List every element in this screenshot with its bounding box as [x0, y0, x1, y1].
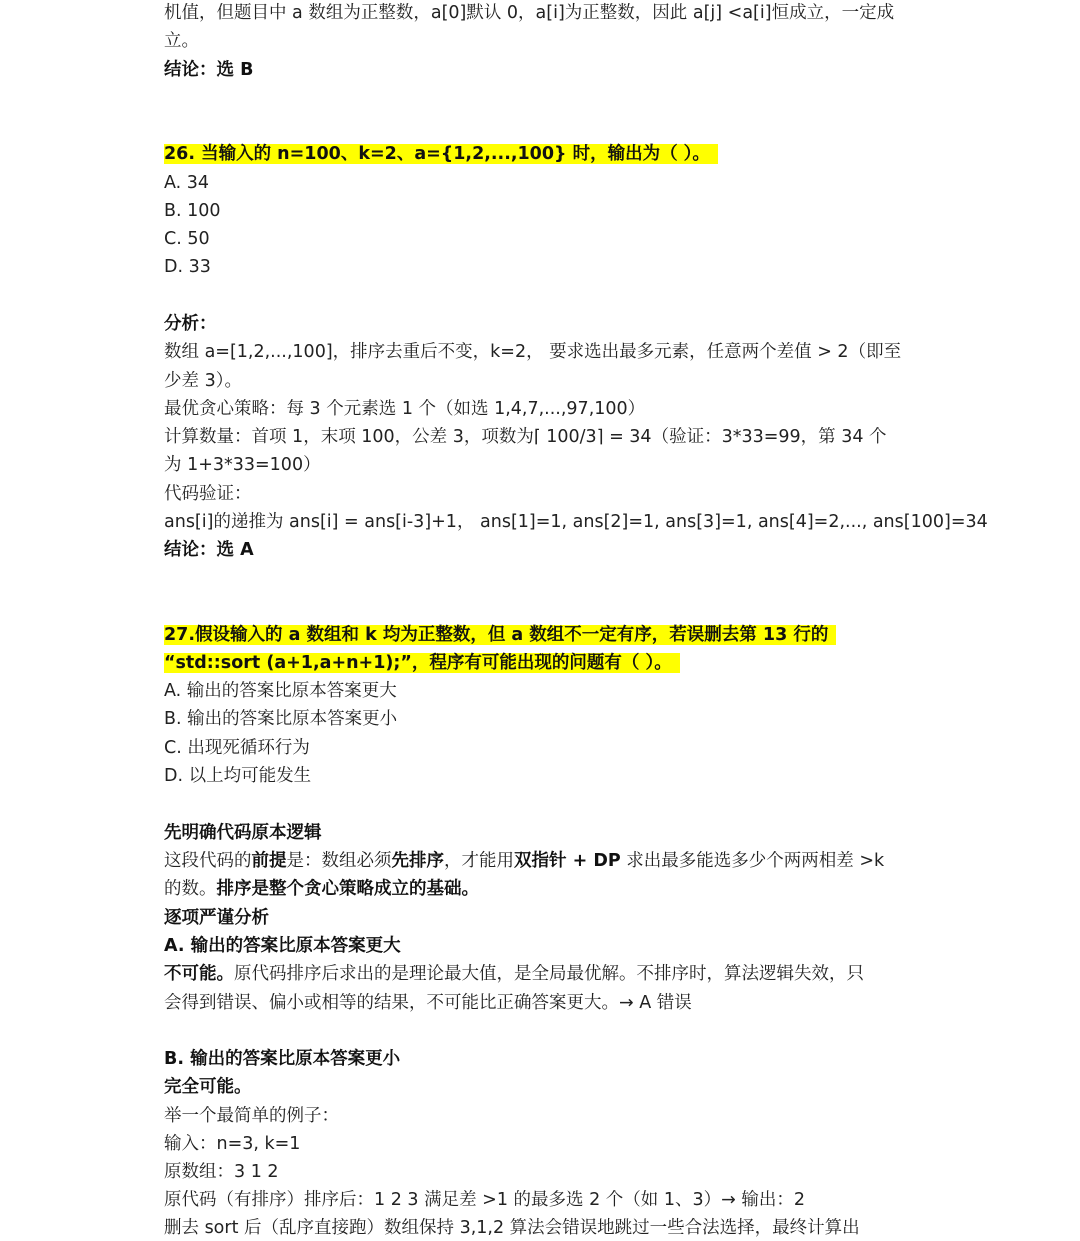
analysis-title: 分析：	[164, 314, 217, 334]
item-b-verdict: 完全可能。	[164, 1077, 252, 1097]
option-d: D. 33	[164, 257, 211, 277]
question-27-line2	[164, 650, 680, 676]
option-b: B. 输出的答案比原本答案更小	[164, 709, 398, 729]
paragraph-line: 举一个最简单的例子：	[164, 1106, 339, 1126]
analysis-line: 计算数量：首项 1，末项 100，公差 3，项数为⌈ 100/3⌉ = 34（验证：3*33=99，第 34 个	[164, 427, 887, 447]
analysis-line: 数组 a=[1,2,...,100]，排序去重后不变，k=2， 要求选出最多元素，任意两个差值 > 2（即至	[164, 342, 902, 362]
analysis-line: 代码验证：	[164, 484, 252, 504]
text-run-bold: 先排序	[391, 851, 444, 871]
text-run-bold: 排序是整个贪心策略成立的基础。	[216, 879, 479, 899]
paragraph-line	[164, 961, 864, 987]
text-run-bold: 双指针 + DP	[514, 851, 621, 871]
option-b: B. 100	[164, 201, 221, 221]
text-run: 这段代码的	[164, 851, 252, 871]
paragraph-line: 删去 sort 后（乱序直接跑）数组保持 3,1,2 算法会错误地跳过一些合法选择，最终计算出	[164, 1218, 860, 1238]
option-c: C. 50	[164, 229, 210, 249]
text-run: 的数。	[164, 879, 217, 899]
question-27-line1	[164, 622, 836, 648]
text-run: 原代码排序后求出的是理论最大值，是全局最优解。不排序时，算法逻辑失效，只	[234, 964, 864, 984]
option-a: A. 输出的答案比原本答案更大	[164, 681, 397, 701]
conclusion-26: 结论：选 A	[164, 540, 254, 560]
paragraph-line: 输入：n=3, k=1	[164, 1134, 301, 1154]
text-run: 求出最多能选多少个两两相差 >k	[620, 851, 885, 871]
text-run: ，才能用	[444, 851, 514, 871]
section-title: 先明确代码原本逻辑	[164, 823, 322, 843]
question-27-highlight: 27.假设输入的 a 数组和 k 均为正整数，但 a 数组不一定有序，若误删去第 13 行的	[164, 625, 836, 645]
option-a: A. 34	[164, 173, 210, 193]
text-line: 立。	[164, 31, 199, 51]
section-title: 逐项严谨分析	[164, 908, 269, 928]
analysis-line: 为 1+3*33=100）	[164, 455, 321, 475]
item-a-title: A. 输出的答案比原本答案更大	[164, 936, 401, 956]
text-run-bold: 前提	[251, 851, 287, 871]
paragraph-line: 原代码（有排序）排序后：1 2 3 满足差 >1 的最多选 2 个（如 1、3）→ 输出：2	[164, 1190, 805, 1210]
option-c: C. 出现死循环行为	[164, 738, 310, 758]
conclusion-prev: 结论：选 B	[164, 60, 254, 80]
item-b-title: B. 输出的答案比原本答案更小	[164, 1049, 401, 1069]
text-run-bold: 不可能。	[164, 964, 234, 984]
question-26	[164, 141, 718, 167]
paragraph-line: 原数组：3 1 2	[164, 1162, 279, 1182]
question-26-highlight: 26. 当输入的 n=100、k=2、a={1,2,...,100} 时，输出为（ ）。	[164, 144, 718, 164]
paragraph-line	[164, 848, 884, 874]
text-run: 是：数组必须	[286, 851, 392, 871]
analysis-line: 最优贪心策略：每 3 个元素选 1 个（如选 1,4,7,...,97,100）	[164, 399, 646, 419]
paragraph-line: 会得到错误、偏小或相等的结果，不可能比正确答案更大。→ A 错误	[164, 993, 692, 1013]
question-27-highlight: “std::sort (a+1,a+n+1);”，程序有可能出现的问题有（ ）。	[164, 653, 680, 673]
analysis-line: 少差 3）。	[164, 371, 242, 391]
text-line: 机值，但题目中 a 数组为正整数，a[0]默认 0，a[i]为正整数，因此 a[j] <a[i]恒成立，一定成	[164, 3, 895, 23]
analysis-line: ans[i]的递推为 ans[i] = ans[i-3]+1， ans[1]=1, ans[2]=1, ans[3]=1, ans[4]=2,..., ans[100]=34	[164, 512, 988, 532]
option-d: D. 以上均可能发生	[164, 766, 312, 786]
paragraph-line	[164, 876, 479, 902]
